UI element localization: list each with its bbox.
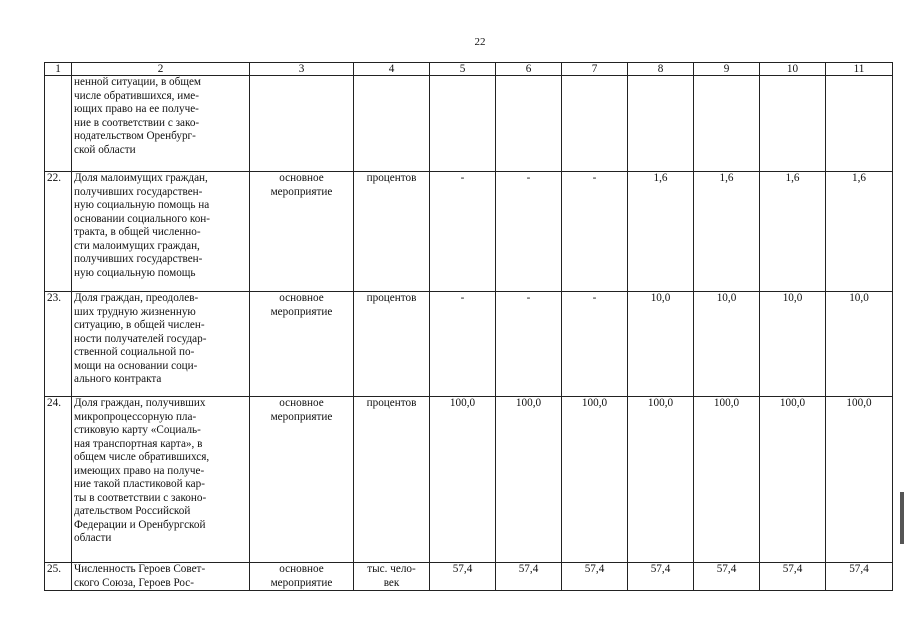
value-cell-col-11: 10,0: [826, 292, 893, 397]
indicator-name-line: общем числе обратившихся,: [74, 451, 210, 463]
value-cell-col-9: 100,0: [694, 397, 760, 563]
value-cell-col-5: 57,4: [430, 563, 496, 591]
value-cell-col-11: 100,0: [826, 397, 893, 563]
continuation-line: нодательством Оренбург-: [74, 130, 196, 142]
value-cell-col-11: 57,4: [826, 563, 893, 591]
header-cell-4: 4: [354, 63, 430, 76]
value-cell-col-8: 10,0: [628, 292, 694, 397]
empty-cell: [250, 76, 354, 172]
indicator-type-line: основное: [279, 563, 324, 575]
empty-cell: [354, 76, 430, 172]
header-row: [45, 63, 893, 76]
indicator-name-line: ную социальную помощь на: [74, 199, 210, 211]
table-row: [45, 563, 893, 591]
indicator-name-line: тракта, в общей численно-: [74, 226, 201, 238]
indicator-name-line: ты в соответствии с законо-: [74, 491, 207, 504]
indicator-name-line: стиковую карту «Социаль-: [74, 424, 201, 436]
indicator-name: [72, 172, 250, 292]
header-cell-9: 9: [694, 63, 760, 76]
indicator-name-line: основании социального кон-: [74, 212, 211, 225]
indicator-name-line: получивших государствен-: [74, 185, 203, 198]
value-cell-col-8: 1,6: [628, 172, 694, 292]
table-row: [45, 172, 893, 292]
row-number: 23.: [45, 292, 72, 397]
value-cell-col-6: 57,4: [496, 563, 562, 591]
indicator-name-line: ную социальную помощь: [74, 266, 196, 279]
indicator-name-line: области: [74, 532, 112, 544]
empty-cell: [430, 76, 496, 172]
empty-cell: [562, 76, 628, 172]
indicator-type-line: основное: [279, 397, 324, 409]
indicator-type: [250, 172, 354, 292]
table-row: [45, 292, 893, 397]
header-cell-8: 8: [628, 63, 694, 76]
unit-cell: [354, 172, 430, 292]
value-cell-col-10: 100,0: [760, 397, 826, 563]
indicator-name-line: Численность Героев Совет-: [74, 563, 206, 575]
header-cell-3: 3: [250, 63, 354, 76]
header-cell-6: 6: [496, 63, 562, 76]
indicator-name-line: мощи на основании соци-: [74, 359, 198, 372]
value-cell-col-5: -: [430, 172, 496, 292]
indicator-name-line: дательством Российской: [74, 505, 191, 517]
table-row: [45, 397, 893, 563]
header-cell-11: 11: [826, 63, 893, 76]
indicator-name-line: Доля малоимущих граждан,: [74, 172, 208, 184]
page-number: 22: [474, 36, 486, 48]
indicator-name-line: ситуацию, в общей числен-: [74, 319, 205, 331]
value-cell-col-5: -: [430, 292, 496, 397]
indicator-name-line: Доля граждан, получивших: [74, 397, 206, 409]
value-cell-col-10: 57,4: [760, 563, 826, 591]
value-cell-col-10: 1,6: [760, 172, 826, 292]
indicator-type-line: основное: [279, 172, 324, 184]
continuation-name-cell: [72, 76, 250, 172]
value-cell-col-7: -: [562, 292, 628, 397]
empty-cell: [760, 76, 826, 172]
indicators-table: [44, 62, 893, 591]
value-cell-col-6: 100,0: [496, 397, 562, 563]
value-cell-col-5: 100,0: [430, 397, 496, 563]
value-cell-col-6: -: [496, 292, 562, 397]
indicator-name: [72, 563, 250, 591]
continuation-line: ненной ситуации, в общем: [74, 76, 201, 88]
indicator-type: [250, 292, 354, 397]
header-cell-5: 5: [430, 63, 496, 76]
value-cell-col-6: -: [496, 172, 562, 292]
continuation-line: ской области: [74, 143, 136, 156]
unit-cell: [354, 292, 430, 397]
indicator-type-line: мероприятие: [270, 305, 333, 318]
indicator-name-line: ности получателей государ-: [74, 332, 207, 345]
indicator-name: [72, 397, 250, 563]
header-cell-7: 7: [562, 63, 628, 76]
indicator-name-line: получивших государствен-: [74, 253, 203, 265]
indicator-type: [250, 397, 354, 563]
value-cell-col-8: 100,0: [628, 397, 694, 563]
indicator-name-line: Доля граждан, преодолев-: [74, 292, 199, 304]
continuation-line: ние в соответствии с зако-: [74, 116, 200, 129]
indicator-name-line: ших трудную жизненную: [74, 305, 196, 318]
indicator-name-line: Федерации и Оренбургской: [74, 518, 206, 531]
indicator-type-line: мероприятие: [270, 410, 333, 423]
scan-edge-mark: [900, 492, 904, 544]
value-cell-col-7: 100,0: [562, 397, 628, 563]
continuation-row: [45, 76, 893, 172]
continuation-num-cell: [45, 76, 72, 172]
header-cell-2: 2: [72, 63, 250, 76]
value-cell-col-9: 10,0: [694, 292, 760, 397]
value-cell-col-9: 57,4: [694, 563, 760, 591]
indicator-name-line: сти малоимущих граждан,: [74, 239, 200, 252]
header-cell-1: 1: [45, 63, 72, 76]
empty-cell: [826, 76, 893, 172]
indicator-name-line: ственной социальной по-: [74, 346, 195, 358]
indicator-name-line: ального контракта: [74, 373, 162, 385]
unit-cell: [354, 397, 430, 563]
empty-cell: [694, 76, 760, 172]
row-number: 22.: [45, 172, 72, 292]
value-cell-col-11: 1,6: [826, 172, 893, 292]
indicator-name: [72, 292, 250, 397]
indicator-type-line: мероприятие: [270, 576, 333, 589]
indicator-name-line: микропроцессорную пла-: [74, 410, 197, 423]
indicator-name-line: ского Союза, Героев Рос-: [74, 576, 194, 589]
continuation-line: ющих право на ее получе-: [74, 103, 199, 115]
empty-cell: [628, 76, 694, 172]
unit-line: процентов: [366, 292, 417, 304]
value-cell-col-8: 57,4: [628, 563, 694, 591]
indicator-name-line: имеющих право на получе-: [74, 464, 205, 477]
header-cell-10: 10: [760, 63, 826, 76]
unit-line: процентов: [366, 172, 417, 184]
unit-line: тыс. чело-: [367, 563, 416, 575]
unit-cell: [354, 563, 430, 591]
row-number: 24.: [45, 397, 72, 563]
indicator-type-line: мероприятие: [270, 185, 333, 198]
indicator-type-line: основное: [279, 292, 324, 304]
indicator-name-line: ная транспортная карта», в: [74, 437, 203, 450]
row-number: 25.: [45, 563, 72, 591]
indicator-type: [250, 563, 354, 591]
value-cell-col-7: -: [562, 172, 628, 292]
unit-line: век: [383, 576, 400, 589]
empty-cell: [496, 76, 562, 172]
value-cell-col-10: 10,0: [760, 292, 826, 397]
value-cell-col-9: 1,6: [694, 172, 760, 292]
value-cell-col-7: 57,4: [562, 563, 628, 591]
indicator-name-line: ние такой пластиковой кар-: [74, 478, 205, 490]
unit-line: процентов: [366, 397, 417, 409]
continuation-line: числе обратившихся, име-: [74, 89, 199, 102]
